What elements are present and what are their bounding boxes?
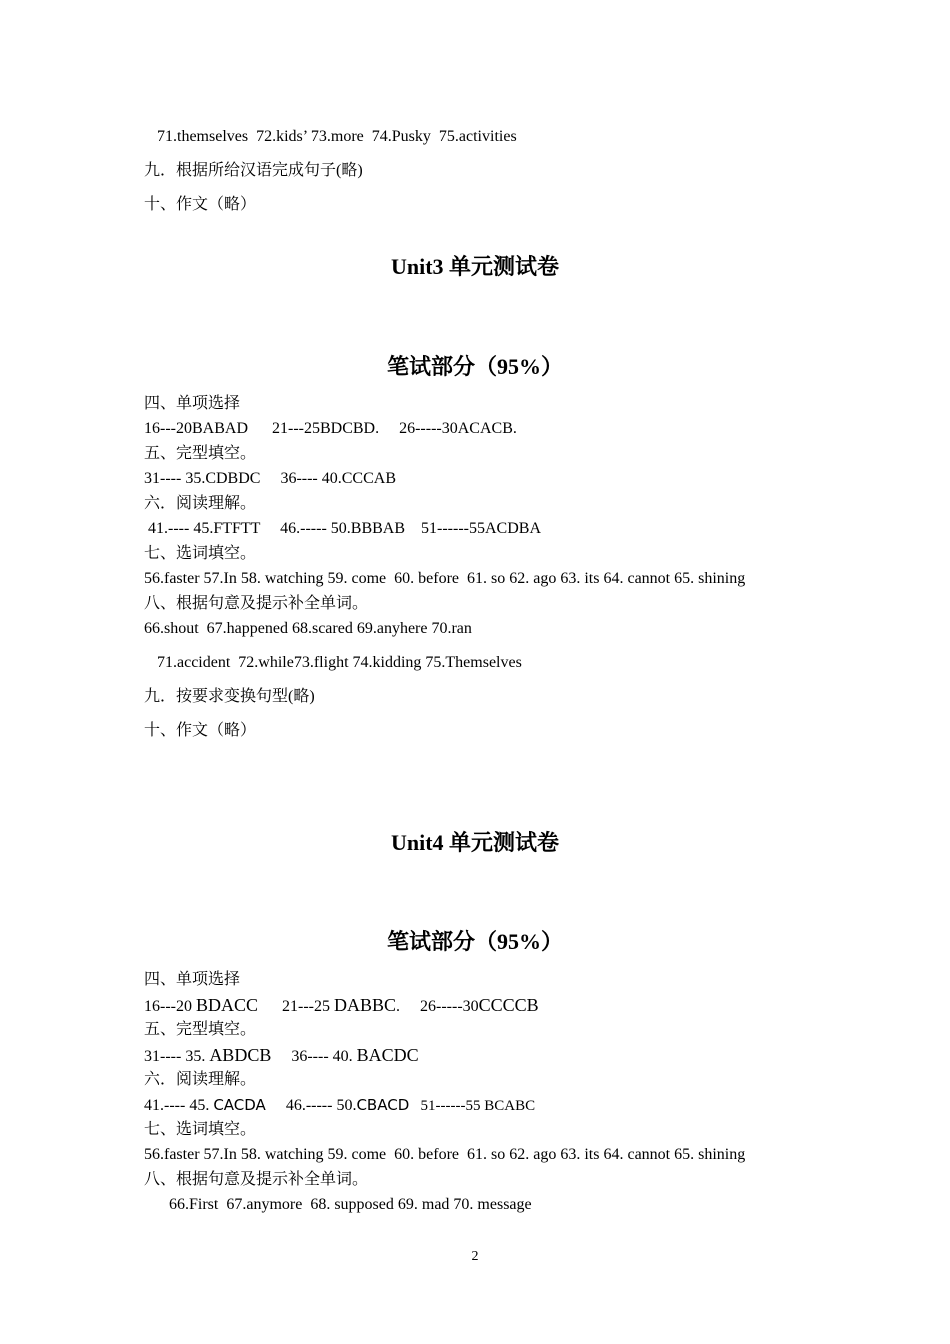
unit4-answer-41-55 (144, 1095, 535, 1116)
answer-prefix: 46.----- 50. (265, 1097, 357, 1114)
unit3-subtitle: 笔试部分（95%） (386, 354, 563, 379)
unit4-section-7: 七、选词填空。 (144, 1121, 257, 1138)
unit4-answer-66-70: 66.First 67.anymore 68. supposed 69. mad 70. message (169, 1196, 532, 1213)
unit3-section-8: 八、根据句意及提示补全单词。 (144, 595, 369, 612)
unit3-section-4: 四、单项选择 (144, 395, 241, 412)
unit3-section-5: 五、完型填空。 (144, 445, 257, 462)
unit3-answer-56-65: 56.faster 57.In 58. watching 59. come 60. before 61. so 62. ago 63. its 64. cannot 65. shining (144, 570, 746, 587)
unit3-answer-16-30: 16---20BABAD 21---25BDCBD. 26-----30ACACB. (144, 420, 517, 437)
answer-value: BDACC (195, 995, 258, 1015)
unit3-section-9: 九．按要求变换句型(略) (144, 688, 315, 705)
unit3-answer-31-40: 31---- 35.CDBDC 36---- 40.CCCAB (144, 470, 396, 487)
unit4-section-8: 八、根据句意及提示补全单词。 (144, 1171, 369, 1188)
answer-prefix: 21---25 (258, 998, 334, 1015)
unit4-answer-16-30 (144, 995, 539, 1017)
unit4-answer-31-40 (144, 1045, 419, 1067)
answer-prefix: 16---20 (144, 998, 196, 1015)
answer-value: DABBC (333, 995, 396, 1015)
page-number: 2 (471, 1249, 479, 1264)
answer-prefix: . 26-----30 (396, 998, 479, 1015)
unit3-section-7: 七、选词填空。 (144, 545, 257, 562)
unit4-answer-56-65: 56.faster 57.In 58. watching 59. come 60. before 61. so 62. ago 63. its 64. cannot 65. shining (144, 1146, 746, 1163)
unit3-title: Unit3 单元测试卷 (390, 254, 560, 279)
unit4-section-5: 五、完型填空。 (144, 1021, 257, 1038)
answer-value: CBACD (356, 1096, 410, 1114)
unit4-subtitle: 笔试部分（95%） (386, 929, 563, 954)
answer-prefix: 31---- 35. (144, 1048, 210, 1065)
unit3-answer-66-70: 66.shout 67.happened 68.scared 69.anyhere 70.ran (144, 620, 472, 637)
answer-prefix: 36---- 40. (271, 1048, 357, 1065)
answer-value: BACDC (356, 1045, 419, 1065)
unit4-title: Unit4 单元测试卷 (390, 830, 560, 855)
answer-value: ABDCB (209, 1045, 272, 1065)
answer-value: CACDA (213, 1096, 266, 1114)
section-9-heading: 九．根据所给汉语完成句子(略) (144, 162, 363, 179)
unit3-answer-41-55: 41.---- 45.FTFTT 46.----- 50.BBBAB 51------55ACDBA (148, 520, 541, 537)
answer-value: CCCCB (478, 995, 539, 1015)
unit3-section-10: 十、作文（略） (144, 722, 257, 739)
unit3-section-6: 六．阅读理解。 (144, 495, 257, 512)
unit4-section-4: 四、单项选择 (144, 971, 241, 988)
unit4-section-6: 六．阅读理解。 (144, 1071, 257, 1088)
answer-prefix: 41.---- 45. (144, 1097, 214, 1114)
section-10-heading: 十、作文（略） (144, 196, 257, 213)
answer-line-71-75: 71.themselves 72.kids’ 73.more 74.Pusky 75.activities (157, 128, 517, 145)
unit3-answer-71-75: 71.accident 72.while73.flight 74.kidding 75.Themselves (157, 654, 522, 671)
answer-value: 51------55 BCABC (409, 1098, 536, 1114)
